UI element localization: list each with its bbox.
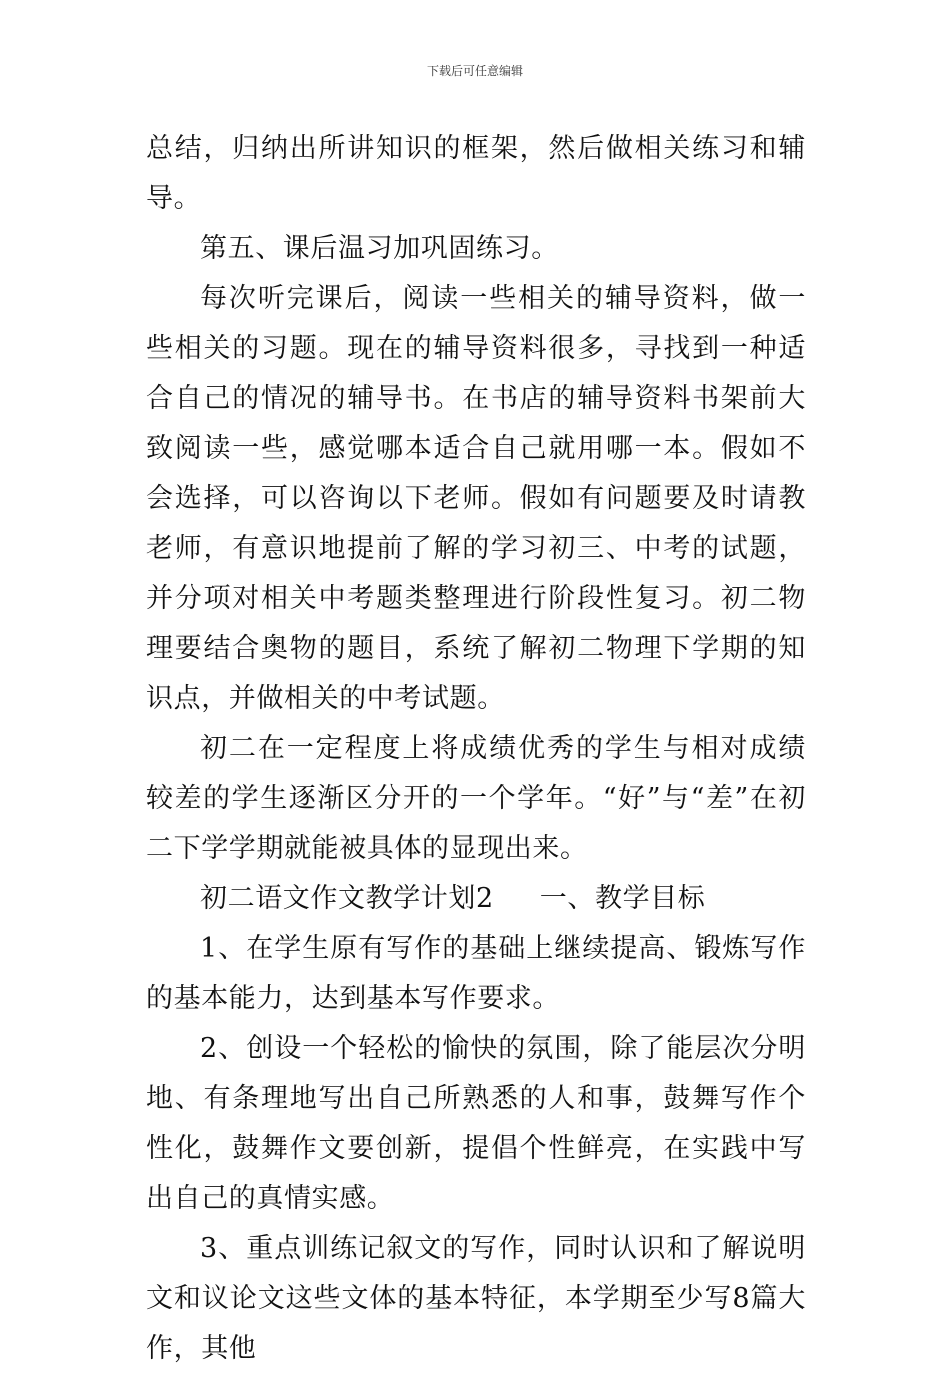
paragraph-goal-one: 1、在学生原有写作的基础上继续提高、锻炼写作的基本能力，达到基本写作要求。 xyxy=(146,933,806,1014)
paragraph-goal-two: 2、创设一个轻松的愉快的氛围，除了能层次分明地、有条理地写出自己所熟悉的人和事，鼓舞写作个性化，鼓舞作文要创新，提倡个性鲜亮，在实践中写出自己的真情实感。 xyxy=(146,1033,806,1214)
paragraph-plan-title xyxy=(146,874,806,924)
paragraph-step-five: 第五、课后温习加巩固练习。 xyxy=(200,233,559,264)
document-body xyxy=(146,124,806,1374)
page-header-note: 下载后可任意编辑 xyxy=(426,64,523,78)
plan-title: 初二语文作文教学计划2 xyxy=(200,883,494,914)
paragraph-grade-two-note: 初二在一定程度上将成绩优秀的学生与相对成绩较差的学生逐渐区分开的一个学年。“好”与“差”在初二下学学期就能被具体的显现出来。 xyxy=(146,733,806,864)
section-heading: 一、教学目标 xyxy=(539,883,706,914)
paragraph-summary: 总结，归纳出所讲知识的框架，然后做相关练习和辅导。 xyxy=(146,133,806,214)
paragraph-goal-three: 3、重点训练记叙文的写作，同时认识和了解说明文和议论文这些文体的基本特征，本学期至少写8篇大作，其他 xyxy=(146,1233,806,1364)
paragraph-review-advice: 每次听完课后，阅读一些相关的辅导资料，做一些相关的习题。现在的辅导资料很多，寻找到一种适合自己的情况的辅导书。在书店的辅导资料书架前大致阅读一些，感觉哪本适合自己就用哪一本。假如不会选择，可以咨询以下老师。假如有问题要及时请教老师，有意识地提前了解的学习初三、中考的试题，并分项对相关中考题类整理进行阶段性复习。初二物理要结合奥物的题目，系统了解初二物理下学期的知识点，并做相关的中考试题。 xyxy=(146,283,806,714)
